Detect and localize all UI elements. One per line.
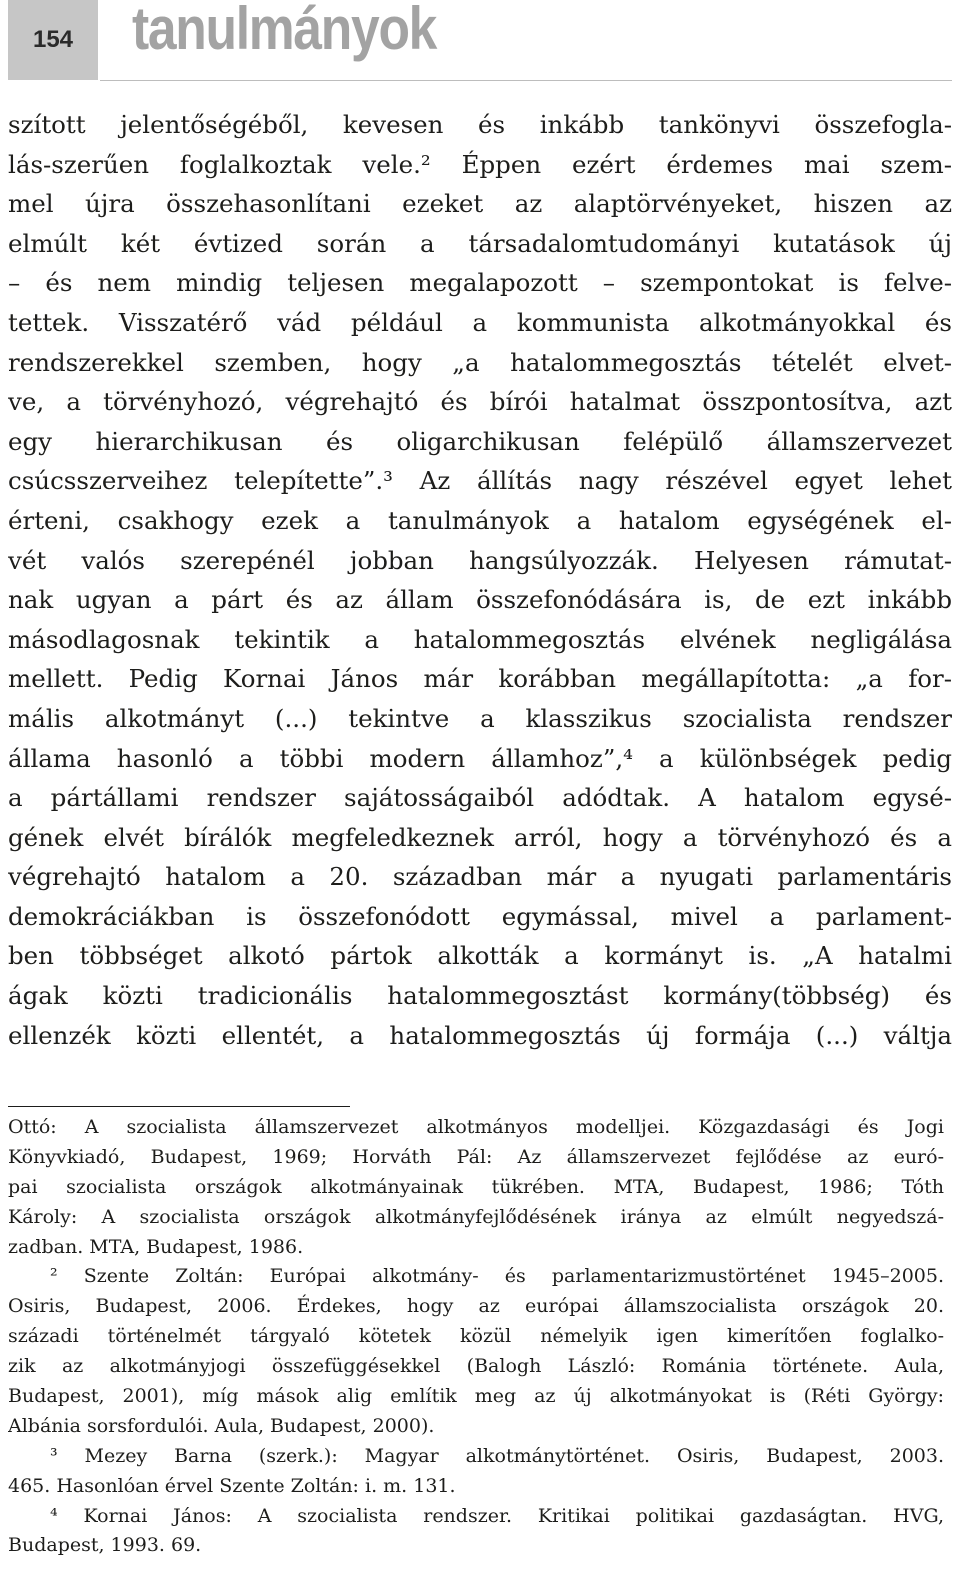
page-number: 154 (8, 0, 98, 80)
footnote-line: zik az alkotmányjogi összefüggésekkel (Balogh László: Románia története. Aula, (8, 1355, 944, 1378)
text-line: tettek. Visszatérő vád például a kommunista alkotmányokkal és (8, 307, 952, 337)
footnote-line: pai szocialista országok alkotmányainak tükrében. MTA, Budapest, 1986; Tóth (8, 1175, 944, 1198)
text-line: ve, a törvényhozó, végrehajtó és bírói hatalmat összpontosítva, azt (8, 387, 952, 417)
footnote-line: Albánia sorsfordulói. Aula, Budapest, 2000). (8, 1414, 435, 1437)
footnote-line: 465. Hasonlóan érvel Szente Zoltán: i. m. 131. (8, 1474, 456, 1497)
header-rule (100, 80, 952, 81)
text-line: demokráciákban is összefonódott egymással, mivel a parlament- (8, 901, 952, 931)
section-title: tanulmányok (132, 0, 437, 62)
text-line: rendszerekkel szemben, hogy „a hatalommegosztás tételét elvet- (8, 347, 952, 377)
text-line: csúcsszerveihez telepítette”.³ Az állítás nagy részével egyet lehet (8, 466, 952, 496)
text-line: érteni, csakhogy ezek a tanulmányok a hatalom egységének el- (8, 505, 952, 535)
text-line: gének elvét bírálók megfeledkeznek arról, hogy a törvényhozó és a (8, 822, 952, 852)
text-line: mel újra összehasonlítani ezeket az alaptörvényeket, hiszen az (8, 189, 952, 219)
text-line: másodlagosnak tekintik a hatalommegosztás elvének negligálása (8, 624, 952, 654)
text-line: lás-szerűen foglalkoztak vele.² Éppen ezért érdemes mai szem- (8, 149, 952, 179)
footnote-line: Budapest, 2001), míg mások alig említik meg az új alkotmányokat is (Réti György: (8, 1385, 944, 1408)
text-line: ágak közti tradicionális hatalommegosztást kormány(többség) és (8, 981, 952, 1011)
text-line: – és nem mindig teljesen megalapozott – szempontokat is felve- (8, 268, 952, 298)
text-line: végrehajtó hatalom a 20. században már a nyugati parlamentáris (8, 862, 952, 892)
page-header (0, 0, 960, 86)
footnote-separator (8, 1106, 350, 1107)
footnote-line: ³ Mezey Barna (szerk.): Magyar alkotmánytörténet. Osiris, Budapest, 2003. (50, 1444, 944, 1467)
text-line: ellenzék közti ellentét, a hatalommegosztás új formája (...) váltja (8, 1020, 952, 1050)
footnote-line: Könyvkiadó, Budapest, 1969; Horváth Pál: Az államszervezet fejlődése az euró- (8, 1145, 944, 1168)
footnote-line: ⁴ Kornai János: A szocialista rendszer. Kritikai politikai gazdaságtan. HVG, (50, 1504, 944, 1527)
text-line: mellett. Pedig Kornai János már korábban megállapította: „a for- (8, 664, 952, 694)
text-line: állama hasonló a többi modern államhoz”,⁴ a különbségek pedig (8, 743, 952, 773)
text-line: mális alkotmányt (...) tekintve a klasszikus szocialista rendszer (8, 703, 952, 733)
text-line: elmúlt két évtized során a társadalomtudományi kutatások új (8, 228, 952, 258)
footnote-line: Budapest, 1993. 69. (8, 1534, 202, 1557)
footnote-line: zadban. MTA, Budapest, 1986. (8, 1235, 304, 1258)
text-line: nak ugyan a párt és az állam összefonódására is, de ezt inkább (8, 585, 952, 615)
text-line: szított jelentőségéből, kevesen és inkább tankönyvi összefogla- (8, 110, 952, 139)
text-line: a pártállami rendszer sajátosságaiból adódtak. A hatalom egysé- (8, 783, 952, 813)
text-line: vét valós szerepénél jobban hangsúlyozzák. Helyesen rámutat- (8, 545, 952, 575)
footnote-line: Osiris, Budapest, 2006. Érdekes, hogy az európai államszocialista országok 20. (8, 1295, 944, 1318)
text-line: egy hierarchikusan és oligarchikusan felépülő államszervezet (8, 426, 952, 456)
text-line: ben többséget alkotó pártok alkották a kormányt is. „A hatalmi (8, 941, 952, 971)
footnote-line: Ottó: A szocialista államszervezet alkotmányos modelljei. Közgazdasági és Jogi (8, 1116, 944, 1138)
footnotes (8, 1113, 944, 1561)
footnote-line: századi történelmét tárgyaló kötetek közül némelyik igen kimerítően foglalko- (8, 1325, 944, 1348)
body-text (8, 105, 952, 1055)
footnote-line: Károly: A szocialista országok alkotmányfejlődésének iránya az elmúlt negyedszá- (8, 1205, 944, 1228)
footnote-line: ² Szente Zoltán: Európai alkotmány- és parlamentarizmustörténet 1945–2005. (50, 1265, 944, 1288)
